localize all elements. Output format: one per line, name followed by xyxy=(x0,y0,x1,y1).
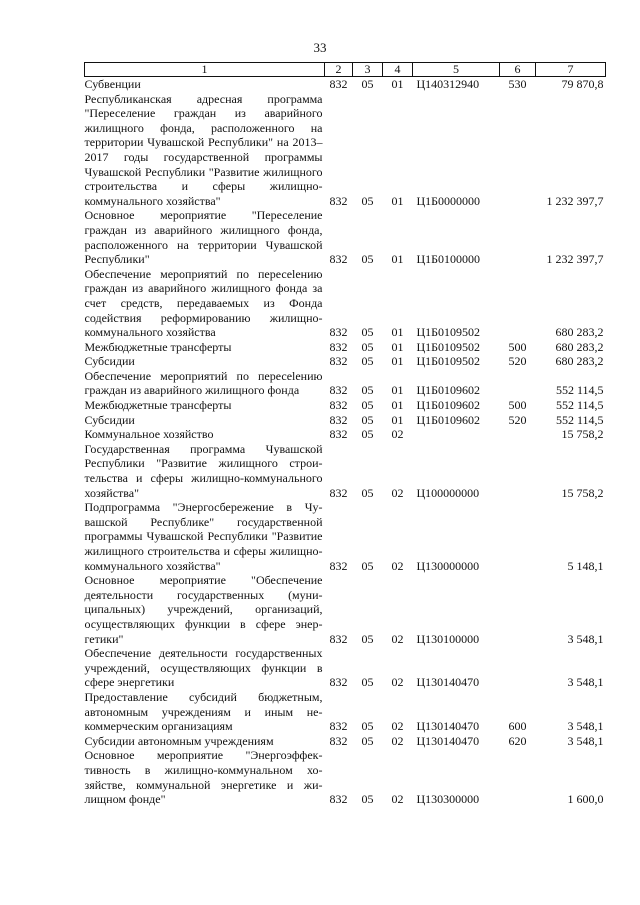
column-header: 7 xyxy=(536,63,606,77)
amount: 680 283,2 xyxy=(555,325,604,340)
section-code: 05 xyxy=(361,792,374,807)
table-row xyxy=(85,427,606,442)
target-article-code: Ц130140470 xyxy=(416,675,480,690)
row-description: Подпрограмма "Энергосбережение в Чувашской Республике" государственной программы Чувашской Республики "Развитие жилищного строительства и сферы жилищно-коммунального хозяйства" xyxy=(84,500,323,573)
table-row xyxy=(85,646,606,690)
amount: 3 548,1 xyxy=(567,631,604,646)
table-row xyxy=(85,500,606,573)
section-code: 05 xyxy=(361,398,374,413)
subsection-code: 01 xyxy=(391,193,404,208)
table-row xyxy=(85,734,606,749)
ministry-code: 832 xyxy=(329,675,348,690)
table-row xyxy=(85,267,606,340)
expense-type-code xyxy=(500,442,536,500)
subsection-code: 01 xyxy=(391,252,404,267)
section-code: 05 xyxy=(361,485,374,500)
ministry-code: 832 xyxy=(329,325,348,340)
target-article-code: Ц1Б0109602 xyxy=(416,383,481,398)
row-description: Основное мероприятие "Энергоэффективность в жилищно-коммунальном хозяйстве, коммунальной энергетике и жилищном фонде" xyxy=(84,748,323,807)
row-description: Межбюджетные трансферты xyxy=(84,339,232,354)
row-description: Коммунальное хозяйство xyxy=(84,427,214,442)
expense-type-code xyxy=(500,500,536,573)
section-code: 05 xyxy=(361,193,374,208)
target-article-code: Ц1Б0000000 xyxy=(416,193,481,208)
ministry-code: 832 xyxy=(329,558,348,573)
amount: 5 148,1 xyxy=(567,558,604,573)
ministry-code: 832 xyxy=(329,77,348,91)
subsection-code: 02 xyxy=(391,792,404,807)
target-article-code: Ц1Б0109502 xyxy=(416,325,481,340)
column-header: 1 xyxy=(85,63,325,77)
table-row xyxy=(85,354,606,369)
section-code: 05 xyxy=(361,325,374,340)
ministry-code: 832 xyxy=(329,733,348,748)
section-code: 05 xyxy=(361,354,374,369)
ministry-code: 832 xyxy=(329,485,348,500)
column-header: 3 xyxy=(353,63,383,77)
subsection-code: 01 xyxy=(391,354,404,369)
budget-table xyxy=(84,62,606,807)
table-row xyxy=(85,413,606,428)
expense-type-code xyxy=(500,646,536,690)
amount: 552 114,5 xyxy=(555,383,604,398)
ministry-code: 832 xyxy=(329,339,348,354)
table-row xyxy=(85,369,606,398)
amount: 1 232 397,7 xyxy=(546,252,604,267)
target-article-code: Ц130000000 xyxy=(416,558,480,573)
amount: 1 232 397,7 xyxy=(546,193,604,208)
amount: 552 114,5 xyxy=(555,412,604,427)
column-header: 6 xyxy=(500,63,536,77)
expense-type-code xyxy=(500,427,536,442)
row-description: Основное мероприятие "Переселение граждан из аварийного жилищного фонда, расположенного на территории Чувашской Республики" xyxy=(84,208,323,267)
row-description: Предоставление субсидий бюджетным, автономным учреждениям и иным некоммерческим организациям xyxy=(84,689,323,734)
table-row xyxy=(85,77,606,92)
expense-type-code xyxy=(500,92,536,209)
section-code: 05 xyxy=(361,675,374,690)
row-description: Субсидии xyxy=(84,354,135,369)
page-number: 33 xyxy=(313,40,327,55)
expense-type-code: 530 xyxy=(508,77,527,91)
subsection-code: 01 xyxy=(391,412,404,427)
amount: 3 548,1 xyxy=(567,733,604,748)
amount: 3 548,1 xyxy=(567,675,604,690)
section-code: 05 xyxy=(361,77,374,91)
expense-type-code xyxy=(500,208,536,266)
section-code: 05 xyxy=(361,427,374,442)
table-row xyxy=(85,208,606,266)
subsection-code: 01 xyxy=(391,77,404,91)
target-article-code: Ц140312940 xyxy=(416,77,480,91)
section-code: 05 xyxy=(361,733,374,748)
expense-type-code: 500 xyxy=(508,398,527,413)
table-row xyxy=(85,573,606,646)
subsection-code: 01 xyxy=(391,398,404,413)
expense-type-code: 620 xyxy=(508,733,527,748)
ministry-code: 832 xyxy=(329,427,348,442)
target-article-code: Ц130140470 xyxy=(416,733,480,748)
row-description: Обеспечение мероприятий по пересeleнию граждан из аварийного жилищного фонда за счет средств, передаваемых из Фонда содействия реформированию жилищно-коммунального хозяйства xyxy=(84,266,323,340)
target-article-code: Ц1Б0109602 xyxy=(416,398,481,413)
amount: 3 548,1 xyxy=(567,719,604,734)
target-article-code: Ц1Б0109502 xyxy=(416,339,481,354)
row-description: Государственная программа Чувашской Республики "Развитие жилищного строительства и сферы жилищно-коммунального хозяйства" xyxy=(84,441,323,500)
expense-type-code: 600 xyxy=(508,719,527,734)
column-header: 2 xyxy=(325,63,353,77)
subsection-code: 01 xyxy=(391,383,404,398)
amount: 79 870,8 xyxy=(561,77,604,91)
row-description: Субсидии xyxy=(84,412,135,427)
table-row xyxy=(85,442,606,500)
amount: 15 758,2 xyxy=(561,427,604,442)
amount: 680 283,2 xyxy=(555,354,604,369)
row-description: Субсидии автономным учреждениям xyxy=(84,733,274,748)
section-code: 05 xyxy=(361,339,374,354)
target-article-code: Ц1Б0109602 xyxy=(416,412,481,427)
ministry-code: 832 xyxy=(329,792,348,807)
ministry-code: 832 xyxy=(329,631,348,646)
column-header: 4 xyxy=(383,63,413,77)
table-row xyxy=(85,748,606,806)
table-body xyxy=(85,77,606,807)
subsection-code: 02 xyxy=(391,733,404,748)
table-row xyxy=(85,340,606,355)
expense-type-code xyxy=(500,748,536,806)
target-article-code: Ц1Б0100000 xyxy=(416,252,481,267)
ministry-code: 832 xyxy=(329,398,348,413)
ministry-code: 832 xyxy=(329,193,348,208)
table-row xyxy=(85,398,606,413)
target-article-code: Ц100000000 xyxy=(416,485,480,500)
section-code: 05 xyxy=(361,719,374,734)
amount: 680 283,2 xyxy=(555,339,604,354)
section-code: 05 xyxy=(361,558,374,573)
amount: 1 600,0 xyxy=(567,792,604,807)
amount: 15 758,2 xyxy=(561,485,604,500)
row-description: Основное мероприятие "Обеспечение деятельности государственных (муниципальных) учреждений, организаций, осуществляющих функции в сфере энергетики" xyxy=(84,573,323,646)
subsection-code: 01 xyxy=(391,325,404,340)
section-code: 05 xyxy=(361,383,374,398)
target-article-code: Ц130100000 xyxy=(416,631,480,646)
expense-type-code xyxy=(500,369,536,398)
target-article-code: Ц130140470 xyxy=(416,719,480,734)
table-header-row xyxy=(85,63,606,77)
subsection-code: 02 xyxy=(391,427,404,442)
ministry-code: 832 xyxy=(329,354,348,369)
amount: 552 114,5 xyxy=(555,398,604,413)
expense-type-code xyxy=(500,573,536,646)
row-description: Республиканская адресная программа "Переселение граждан из аварийного жилищного фонда, расположенного на территории Чувашской Республики" на 2013–2017 годы государственной программы Чувашской Республики "Развитие жилищного строительства и сферы жилищно-коммунального хозяйства" xyxy=(84,91,323,208)
subsection-code: 02 xyxy=(391,719,404,734)
ministry-code: 832 xyxy=(329,719,348,734)
ministry-code: 832 xyxy=(329,252,348,267)
column-header: 5 xyxy=(413,63,500,77)
row-description: Межбюджетные трансферты xyxy=(84,398,232,413)
ministry-code: 832 xyxy=(329,412,348,427)
expense-type-code xyxy=(500,267,536,340)
expense-type-code: 520 xyxy=(508,354,527,369)
target-article-code: Ц130300000 xyxy=(416,792,480,807)
row-description: Субвенции xyxy=(84,77,141,91)
expense-type-code: 520 xyxy=(508,412,527,427)
ministry-code: 832 xyxy=(329,383,348,398)
subsection-code: 02 xyxy=(391,558,404,573)
table-row xyxy=(85,92,606,209)
subsection-code: 01 xyxy=(391,339,404,354)
row-description: Обеспечение мероприятий по пересeleнию граждан из аварийного жилищного фонда xyxy=(84,368,323,398)
subsection-code: 02 xyxy=(391,485,404,500)
table-row xyxy=(85,690,606,734)
target-article-code xyxy=(413,427,500,442)
section-code: 05 xyxy=(361,631,374,646)
section-code: 05 xyxy=(361,252,374,267)
expense-type-code: 500 xyxy=(508,339,527,354)
section-code: 05 xyxy=(361,412,374,427)
row-description: Обеспечение деятельности государственных учреждений, осуществляющих функции в сфере энергетики xyxy=(84,646,323,690)
subsection-code: 02 xyxy=(391,675,404,690)
subsection-code: 02 xyxy=(391,631,404,646)
target-article-code: Ц1Б0109502 xyxy=(416,354,481,369)
